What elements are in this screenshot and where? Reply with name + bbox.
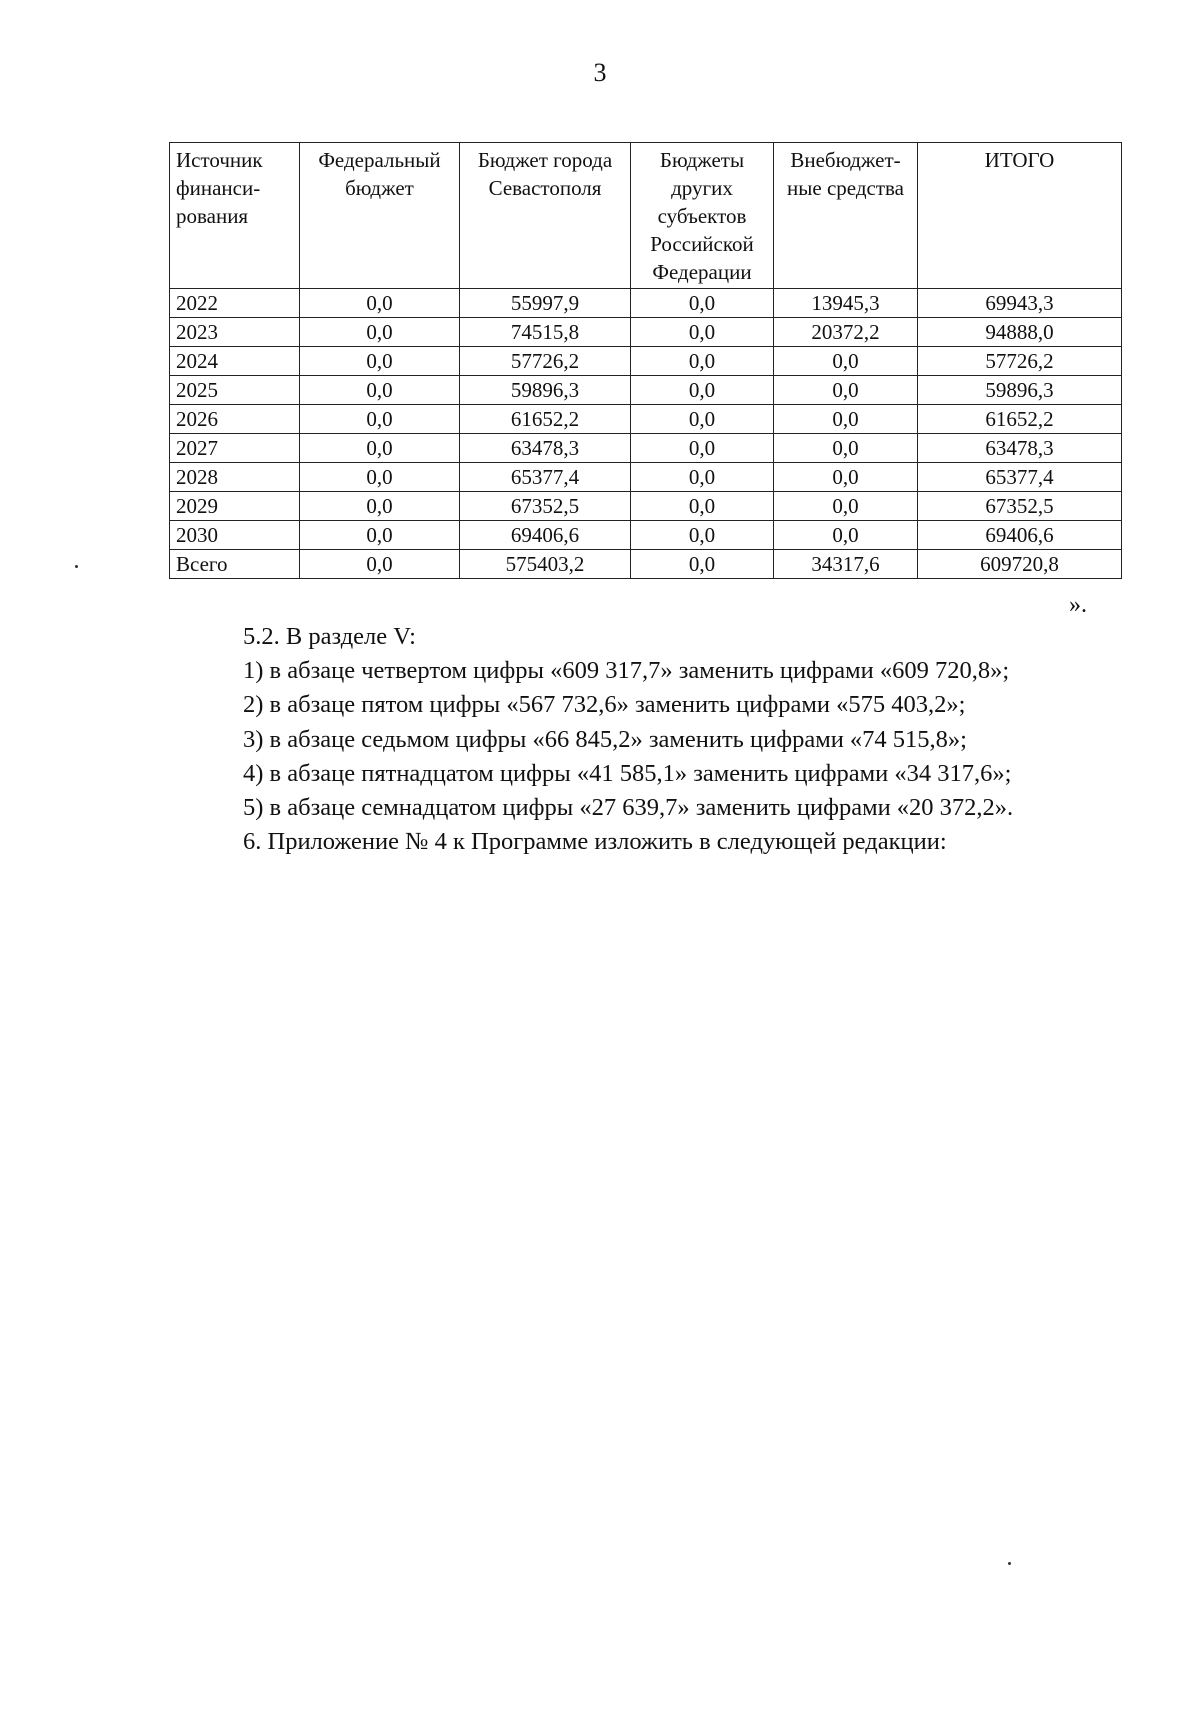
cell-federal: 0,0: [300, 550, 460, 579]
table-row: [170, 376, 1122, 405]
header-federal-budget: Федеральный бюджет: [300, 143, 460, 289]
cell-extrabudgetary: 13945,3: [774, 289, 918, 318]
cell-city: 61652,2: [460, 405, 631, 434]
table-row: [170, 289, 1122, 318]
header-city-budget: Бюджет города Севастополя: [460, 143, 631, 289]
table-row: [170, 550, 1122, 579]
cell-federal: 0,0: [300, 405, 460, 434]
paragraph-item-2: 2) в абзаце пятом цифры «567 732,6» заменить цифрами «575 403,2»;: [243, 691, 966, 719]
financing-table: [169, 142, 1122, 579]
cell-source: 2026: [170, 405, 300, 434]
cell-city: 65377,4: [460, 463, 631, 492]
cell-city: 575403,2: [460, 550, 631, 579]
cell-other-regions: 0,0: [631, 376, 774, 405]
cell-city: 63478,3: [460, 434, 631, 463]
cell-other-regions: 0,0: [631, 463, 774, 492]
cell-extrabudgetary: 0,0: [774, 376, 918, 405]
cell-source: 2023: [170, 318, 300, 347]
cell-total: 69943,3: [918, 289, 1122, 318]
paragraph-item-3: 3) в абзаце седьмом цифры «66 845,2» заменить цифрами «74 515,8»;: [243, 725, 967, 753]
table-row: [170, 347, 1122, 376]
cell-other-regions: 0,0: [631, 550, 774, 579]
cell-extrabudgetary: 0,0: [774, 347, 918, 376]
table-header-row: [170, 143, 1122, 289]
cell-city: 57726,2: [460, 347, 631, 376]
cell-extrabudgetary: 0,0: [774, 492, 918, 521]
header-extrabudgetary: Внебюджет- ные средства: [774, 143, 918, 289]
cell-extrabudgetary: 20372,2: [774, 318, 918, 347]
cell-federal: 0,0: [300, 347, 460, 376]
scan-speck: [75, 565, 78, 568]
header-other-regions-budget: Бюджеты других субъектов Российской Федерации: [631, 143, 774, 289]
paragraph-item-1: 1) в абзаце четвертом цифры «609 317,7» заменить цифрами «609 720,8»;: [243, 657, 1010, 685]
cell-extrabudgetary: 0,0: [774, 434, 918, 463]
cell-federal: 0,0: [300, 521, 460, 550]
cell-extrabudgetary: 0,0: [774, 463, 918, 492]
cell-city: 59896,3: [460, 376, 631, 405]
cell-source: 2030: [170, 521, 300, 550]
cell-other-regions: 0,0: [631, 492, 774, 521]
cell-total: 61652,2: [918, 405, 1122, 434]
table-row: [170, 405, 1122, 434]
cell-federal: 0,0: [300, 492, 460, 521]
cell-other-regions: 0,0: [631, 521, 774, 550]
table-row: [170, 463, 1122, 492]
cell-source: 2024: [170, 347, 300, 376]
cell-city: 69406,6: [460, 521, 631, 550]
cell-other-regions: 0,0: [631, 289, 774, 318]
cell-extrabudgetary: 34317,6: [774, 550, 918, 579]
cell-other-regions: 0,0: [631, 318, 774, 347]
cell-federal: 0,0: [300, 376, 460, 405]
cell-total: 65377,4: [918, 463, 1122, 492]
table-row: [170, 492, 1122, 521]
cell-other-regions: 0,0: [631, 434, 774, 463]
header-total: ИТОГО: [918, 143, 1122, 289]
cell-source: 2022: [170, 289, 300, 318]
cell-extrabudgetary: 0,0: [774, 405, 918, 434]
cell-total: 63478,3: [918, 434, 1122, 463]
paragraph-item-4: 4) в абзаце пятнадцатом цифры «41 585,1» заменить цифрами «34 317,6»;: [243, 759, 1012, 787]
cell-federal: 0,0: [300, 289, 460, 318]
table-row: [170, 521, 1122, 550]
paragraph-item-5: 5) в абзаце семнадцатом цифры «27 639,7» заменить цифрами «20 372,2».: [243, 794, 1014, 822]
header-source: Источник финанси- рования: [170, 143, 300, 289]
cell-other-regions: 0,0: [631, 405, 774, 434]
cell-city: 55997,9: [460, 289, 631, 318]
table-row: [170, 318, 1122, 347]
table-row: [170, 434, 1122, 463]
cell-source: 2027: [170, 434, 300, 463]
paragraph-section-heading: 5.2. В разделе V:: [243, 623, 416, 650]
cell-federal: 0,0: [300, 318, 460, 347]
cell-total: 59896,3: [918, 376, 1122, 405]
cell-federal: 0,0: [300, 463, 460, 492]
amendment-text: [243, 620, 1133, 859]
cell-federal: 0,0: [300, 434, 460, 463]
cell-source: 2025: [170, 376, 300, 405]
cell-city: 67352,5: [460, 492, 631, 521]
cell-total: 69406,6: [918, 521, 1122, 550]
scan-speck: [1008, 1562, 1011, 1565]
cell-source: 2029: [170, 492, 300, 521]
cell-total: 57726,2: [918, 347, 1122, 376]
cell-extrabudgetary: 0,0: [774, 521, 918, 550]
page-number: 3: [593, 58, 607, 87]
cell-total: 609720,8: [918, 550, 1122, 579]
cell-total: 94888,0: [918, 318, 1122, 347]
cell-other-regions: 0,0: [631, 347, 774, 376]
cell-source: 2028: [170, 463, 300, 492]
table-body: [170, 289, 1122, 579]
closing-quote: ».: [1069, 592, 1087, 618]
cell-total: 67352,5: [918, 492, 1122, 521]
cell-city: 74515,8: [460, 318, 631, 347]
cell-source: Всего: [170, 550, 300, 579]
paragraph-appendix: 6. Приложение № 4 к Программе изложить в следующей редакции:: [243, 828, 947, 856]
